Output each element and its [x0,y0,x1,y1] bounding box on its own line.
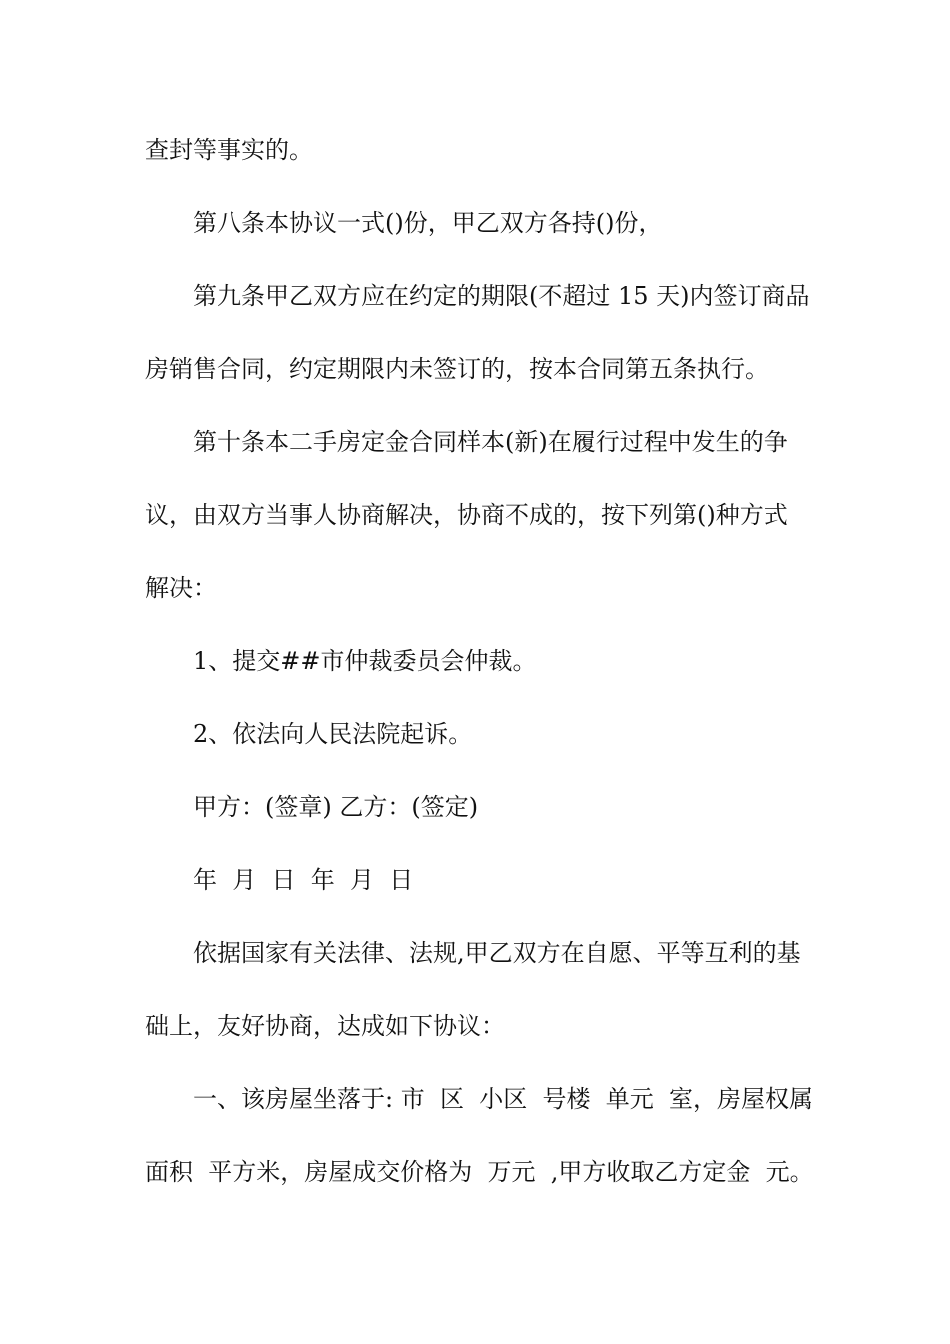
text-line-3: 第九条甲乙双方应在约定的期限(不超过 15 天)内签订商品 [193,282,810,310]
text-line-4: 房销售合同，约定期限内未签订的，按本合同第五条执行。 [145,355,769,383]
text-line-9: 2、依法向人民法院起诉。 [193,720,473,748]
text-line-12: 依据国家有关法律、法规,甲乙双方在自愿、平等互利的基 [193,939,801,967]
text-line-13: 础上，友好协商，达成如下协议： [145,1012,505,1040]
text-line-7: 解决： [145,574,217,602]
text-line-5: 第十条本二手房定金合同样本(新)在履行过程中发生的争 [193,428,788,456]
text-line-2: 第八条本协议一式()份，甲乙双方各持()份， [193,209,663,237]
text-line-14: 一、该房屋坐落于: 市 区 小区 号楼 单元 室，房屋权属 [193,1085,814,1113]
text-line-1: 查封等事实的。 [145,136,313,164]
text-line-11: 年 月 日 年 月 日 [193,866,414,894]
text-line-15: 面积 平方米，房屋成交价格为 万元 ,甲方收取乙方定金 元。 [145,1158,814,1186]
text-line-6: 议，由双方当事人协商解决，协商不成的，按下列第()种方式 [145,501,788,529]
text-line-8: 1、提交##市仲裁委员会仲裁。 [193,647,537,675]
text-line-10: 甲方：(签章) 乙方：(签定) [193,793,479,821]
